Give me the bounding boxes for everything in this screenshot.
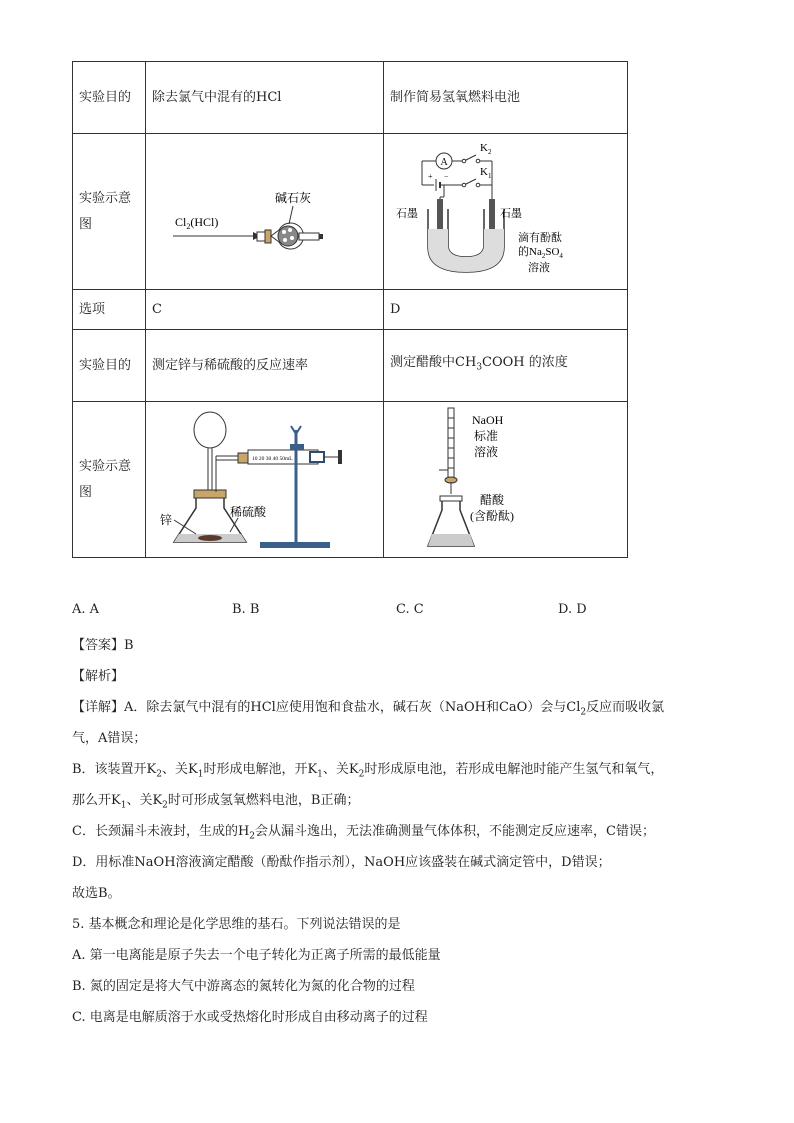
question-option-c: C. 电离是电解质溶于水或受热熔化时形成自由移动离子的过程 xyxy=(72,1010,428,1025)
svg-text:+: + xyxy=(427,171,433,181)
svg-text:石墨: 石墨 xyxy=(395,207,418,220)
svg-text:锌: 锌 xyxy=(159,512,172,527)
fuel-cell-diagram xyxy=(396,137,616,287)
svg-text:溶液: 溶液 xyxy=(527,261,550,274)
option-a: A. A xyxy=(72,602,100,617)
question-stem: 5. 基本概念和理论是化学思维的基石。下列说法错误的是 xyxy=(72,917,401,932)
svg-text:碱石灰: 碱石灰 xyxy=(274,190,311,205)
option-d: D. D xyxy=(558,602,587,617)
cell-d-purpose: 制作简易氢氧燃料电池 xyxy=(384,62,628,134)
answer-label: 【答案】B xyxy=(72,638,134,653)
cell-c-purpose: 除去氯气中混有的HCl xyxy=(146,62,384,134)
option-c-cell: C xyxy=(146,290,384,330)
cell-c-purpose: 测定锌与稀硫酸的反应速率 xyxy=(146,330,384,402)
detail-line: B．该装置开$K_2$、关$K_1$时形成电解池，开$K_1$、关$K_2$时形成原电池，若形成电解池时能产生氢气和氧气， xyxy=(72,762,664,780)
svg-text:A: A xyxy=(440,156,448,168)
cell-c-diagram xyxy=(146,402,384,558)
table-row xyxy=(73,62,628,134)
svg-text:K2: $K_2$ xyxy=(479,141,491,156)
svg-text:的Na2SO4: 的$Na_2SO_4$ xyxy=(517,245,563,260)
svg-text:溶液: 溶液 xyxy=(473,444,498,459)
detail-line: 那么开$K_1$、关$K_2$时可形成氢氧燃料电池，B正确； xyxy=(72,793,360,811)
option-c: C. C xyxy=(396,602,424,617)
table-row xyxy=(73,290,628,330)
option-d-cell: D xyxy=(384,290,628,330)
cell-d-diagram xyxy=(384,134,628,290)
cell-d-purpose: 测定醋酸中$CH_3COOH$ 的浓度 xyxy=(384,330,628,402)
svg-text:石墨: 石墨 xyxy=(499,207,522,220)
svg-text:NaOH: NaOH xyxy=(471,412,503,427)
row-label: 实验示意图 xyxy=(73,402,146,558)
detail-line: 故选B。 xyxy=(72,886,121,901)
option-b: B. B xyxy=(232,602,260,617)
analysis-label: 【解析】 xyxy=(72,669,125,684)
svg-text:10 20 30 40 50mL: 10 20 30 40 50mL xyxy=(251,455,293,462)
cell-c-diagram xyxy=(146,134,384,290)
svg-text:标准: 标准 xyxy=(473,428,498,443)
table-row xyxy=(73,134,628,290)
reaction-rate-apparatus xyxy=(160,406,370,554)
detail-line: 气，A错误； xyxy=(72,731,147,746)
svg-text:(含酚酞): (含酚酞) xyxy=(469,508,514,523)
detail-line: 【详解】A．除去氯气中混有的HCl应使用饱和食盐水，碱石灰（NaOH和CaO）会与$Cl_2$反应而吸收氯 xyxy=(72,700,665,718)
titration-apparatus xyxy=(426,406,586,554)
row-label: 实验目的 xyxy=(73,62,146,134)
answer-options xyxy=(72,602,632,622)
question-option-b: B. 氮的固定是将大气中游离态的氮转化为氮的化合物的过程 xyxy=(72,979,415,994)
svg-text:Cl2(HCl): $Cl_2(HCl)$ xyxy=(174,214,218,231)
detail-line: C．长颈漏斗未液封，生成的$H_2$会从漏斗逸出，无法准确测量气体体积，不能测定反应速率，C错误； xyxy=(72,824,655,842)
experiment-table xyxy=(72,61,628,558)
svg-text:滴有酚酞: 滴有酚酞 xyxy=(517,231,562,244)
drying-tube-diagram xyxy=(165,162,365,262)
svg-text:K1: $K_1$ xyxy=(479,165,491,180)
svg-text:醋酸: 醋酸 xyxy=(479,492,504,507)
row-label: 实验目的 xyxy=(73,330,146,402)
table-row xyxy=(73,330,628,402)
row-label: 实验示意图 xyxy=(73,134,146,290)
svg-text:−: − xyxy=(443,171,449,181)
svg-text:稀硫酸: 稀硫酸 xyxy=(229,504,266,519)
detail-line: D．用标准NaOH溶液滴定醋酸（酚酞作指示剂），NaOH应该盛装在碱式滴定管中，D错误； xyxy=(72,855,611,870)
table-row xyxy=(73,402,628,558)
question-option-a: A. 第一电离能是原子失去一个电子转化为正离子所需的最低能量 xyxy=(72,948,441,963)
row-label: 选项 xyxy=(73,290,146,330)
cell-d-diagram xyxy=(384,402,628,558)
